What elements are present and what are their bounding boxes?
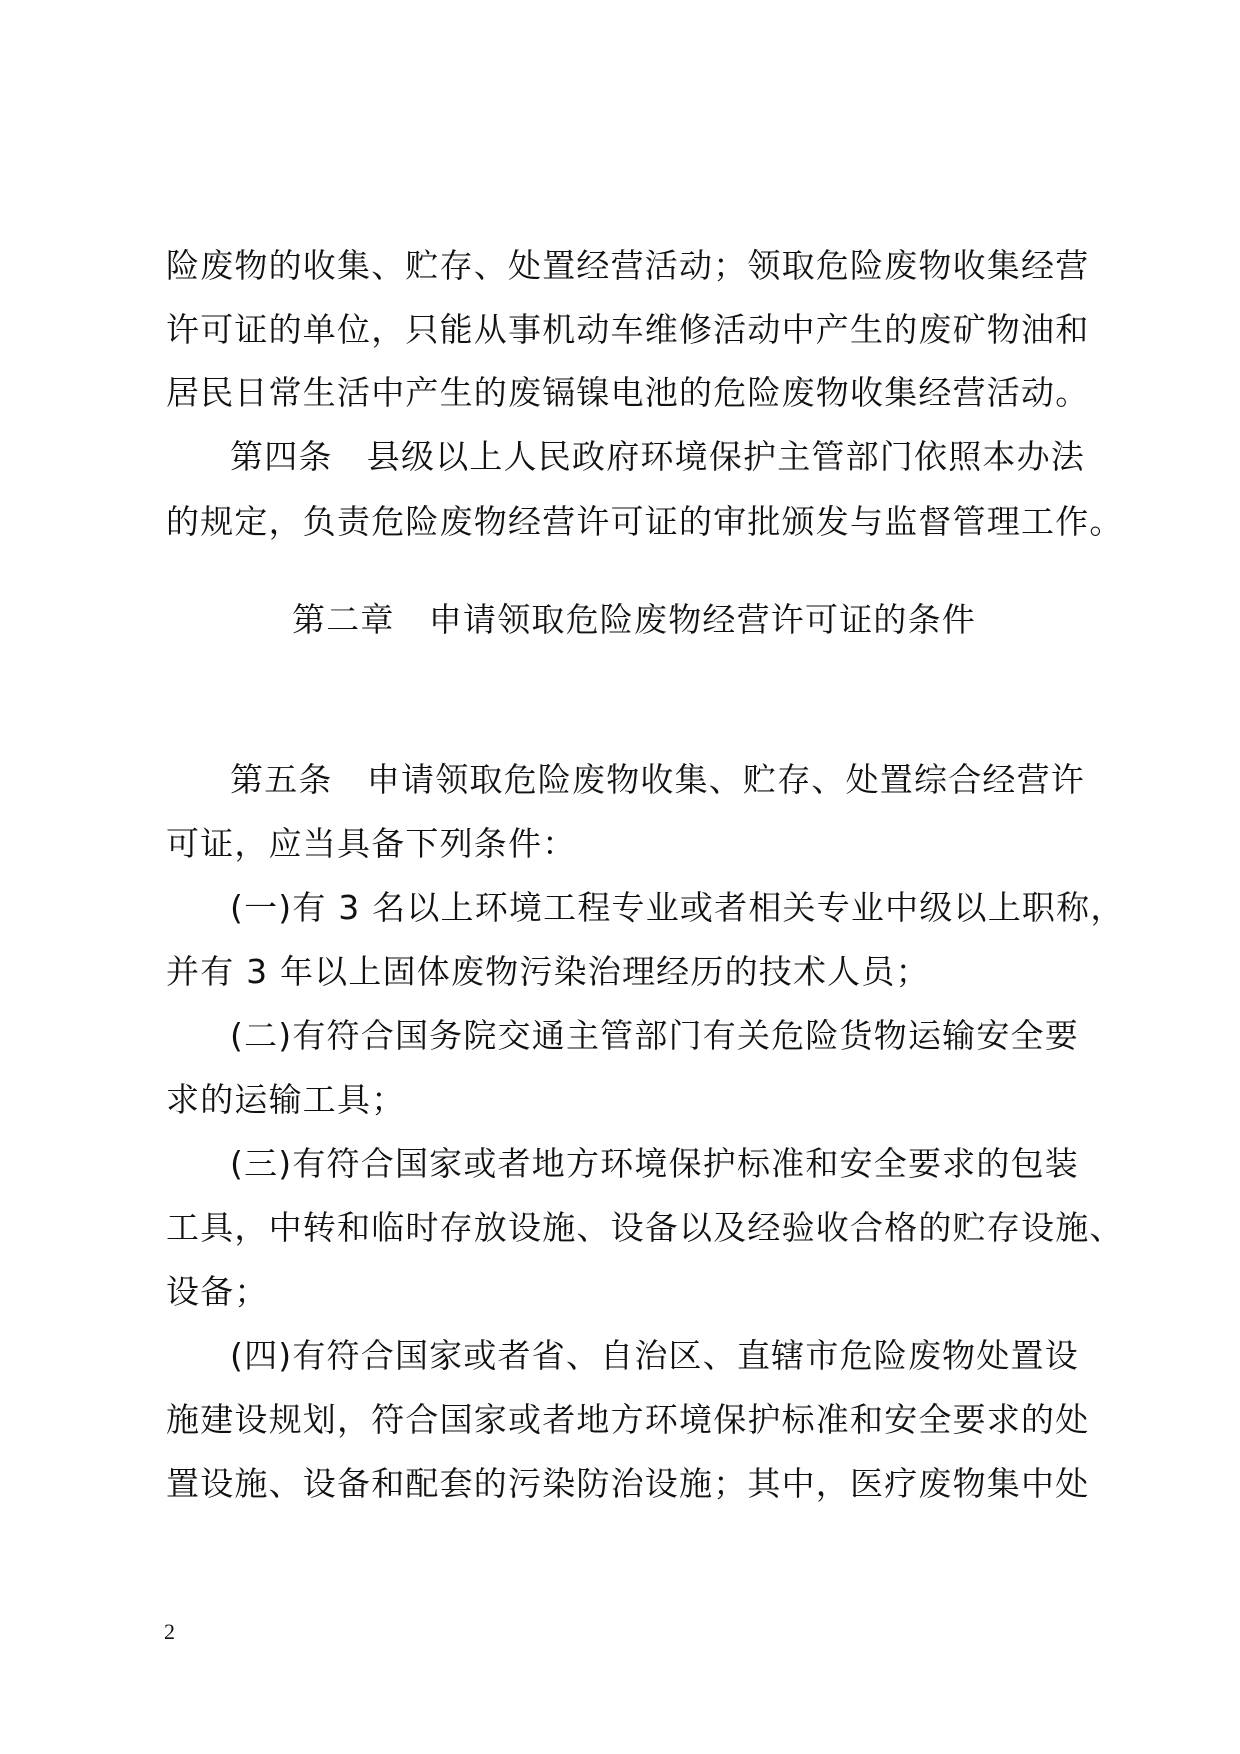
text-line: 设备； (166, 1272, 269, 1311)
text-line: 许可证的单位，只能从事机动车维修活动中产生的废矿物油和 (166, 310, 1090, 349)
text-line: 施建设规划，符合国家或者地方环境保护标准和安全要求的处 (166, 1400, 1090, 1439)
list-item-4: (四)有符合国家或者省、自治区、直辖市危险废物处置设 (230, 1336, 1079, 1375)
list-item-3: (三)有符合国家或者地方环境保护标准和安全要求的包装 (230, 1144, 1079, 1183)
list-item-1: (一)有 3 名以上环境工程专业或者相关专业中级以上职称， (230, 888, 1125, 927)
text-line: 的规定，负责危险废物经营许可证的审批颁发与监督管理工作。 (166, 502, 1124, 541)
text-line: 置设施、设备和配套的污染防治设施；其中，医疗废物集中处 (166, 1464, 1090, 1503)
text-line: 工具，中转和临时存放设施、设备以及经验收合格的贮存设施、 (166, 1208, 1124, 1247)
text-line: 求的运输工具； (166, 1080, 406, 1119)
article-4-start: 第四条 县级以上人民政府环境保护主管部门依照本办法 (230, 437, 1085, 476)
text-line: 居民日常生活中产生的废镉镍电池的危险废物收集经营活动。 (166, 373, 1090, 412)
list-item-2: (二)有符合国务院交通主管部门有关危险货物运输安全要 (230, 1016, 1079, 1055)
text-line: 可证，应当具备下列条件： (166, 824, 577, 863)
text-line: 险废物的收集、贮存、处置经营活动；领取危险废物收集经营 (166, 246, 1090, 285)
text-line: 并有 3 年以上固体废物污染治理经历的技术人员； (166, 952, 930, 991)
chapter-heading: 第二章 申请领取危险废物经营许可证的条件 (292, 600, 976, 639)
page-number: 2 (164, 1619, 175, 1644)
article-5-start: 第五条 申请领取危险废物收集、贮存、处置综合经营许 (230, 760, 1085, 799)
